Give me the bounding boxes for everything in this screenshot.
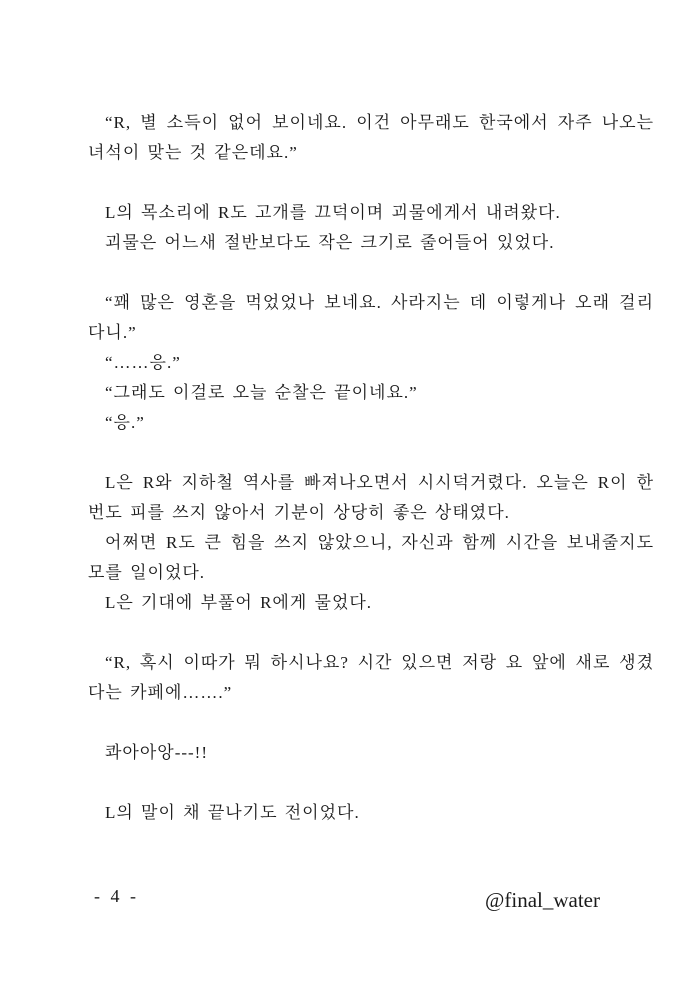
paragraph: 괴물은 어느새 절반보다도 작은 크기로 줄어들어 있었다. [105,233,555,252]
page-number: - 4 - [94,886,139,906]
paragraph: “……응.” [105,353,181,372]
story-text-block [88,108,654,828]
paragraph: L은 기대에 부풀어 R에게 물었다. [105,593,373,612]
paragraph: “R, 별 소득이 없어 보이네요. 이건 아무래도 한국에서 자주 나오는 녀석이 맞는 것 같은데요.” [88,113,654,162]
paragraph: “그래도 이걸로 오늘 순찰은 끝이네요.” [105,383,418,402]
paragraph: “응.” [105,413,145,432]
paragraph: L의 목소리에 R도 고개를 끄덕이며 괴물에게서 내려왔다. [105,203,561,222]
paragraph: 콰아아앙---!! [105,743,208,762]
paragraph: “꽤 많은 영혼을 먹었었나 보네요. 사라지는 데 이렇게나 오래 걸리다니.” [88,293,654,342]
paragraph: 어쩌면 R도 큰 힘을 쓰지 않았으니, 자신과 함께 시간을 보내줄지도 모를 일이었다. [88,533,654,582]
paragraph: L은 R와 지하철 역사를 빠져나오면서 시시덕거렸다. 오늘은 R이 한 번도 피를 쓰지 않아서 기분이 상당히 좋은 상태였다. [88,473,654,522]
paragraph: “R, 혹시 이따가 뭐 하시나요? 시간 있으면 저랑 요 앞에 새로 생겼다는 카페에…….” [88,653,654,702]
paragraph: L의 말이 채 끝나기도 전이었다. [105,803,360,822]
author-handle: @final_water [485,888,600,912]
